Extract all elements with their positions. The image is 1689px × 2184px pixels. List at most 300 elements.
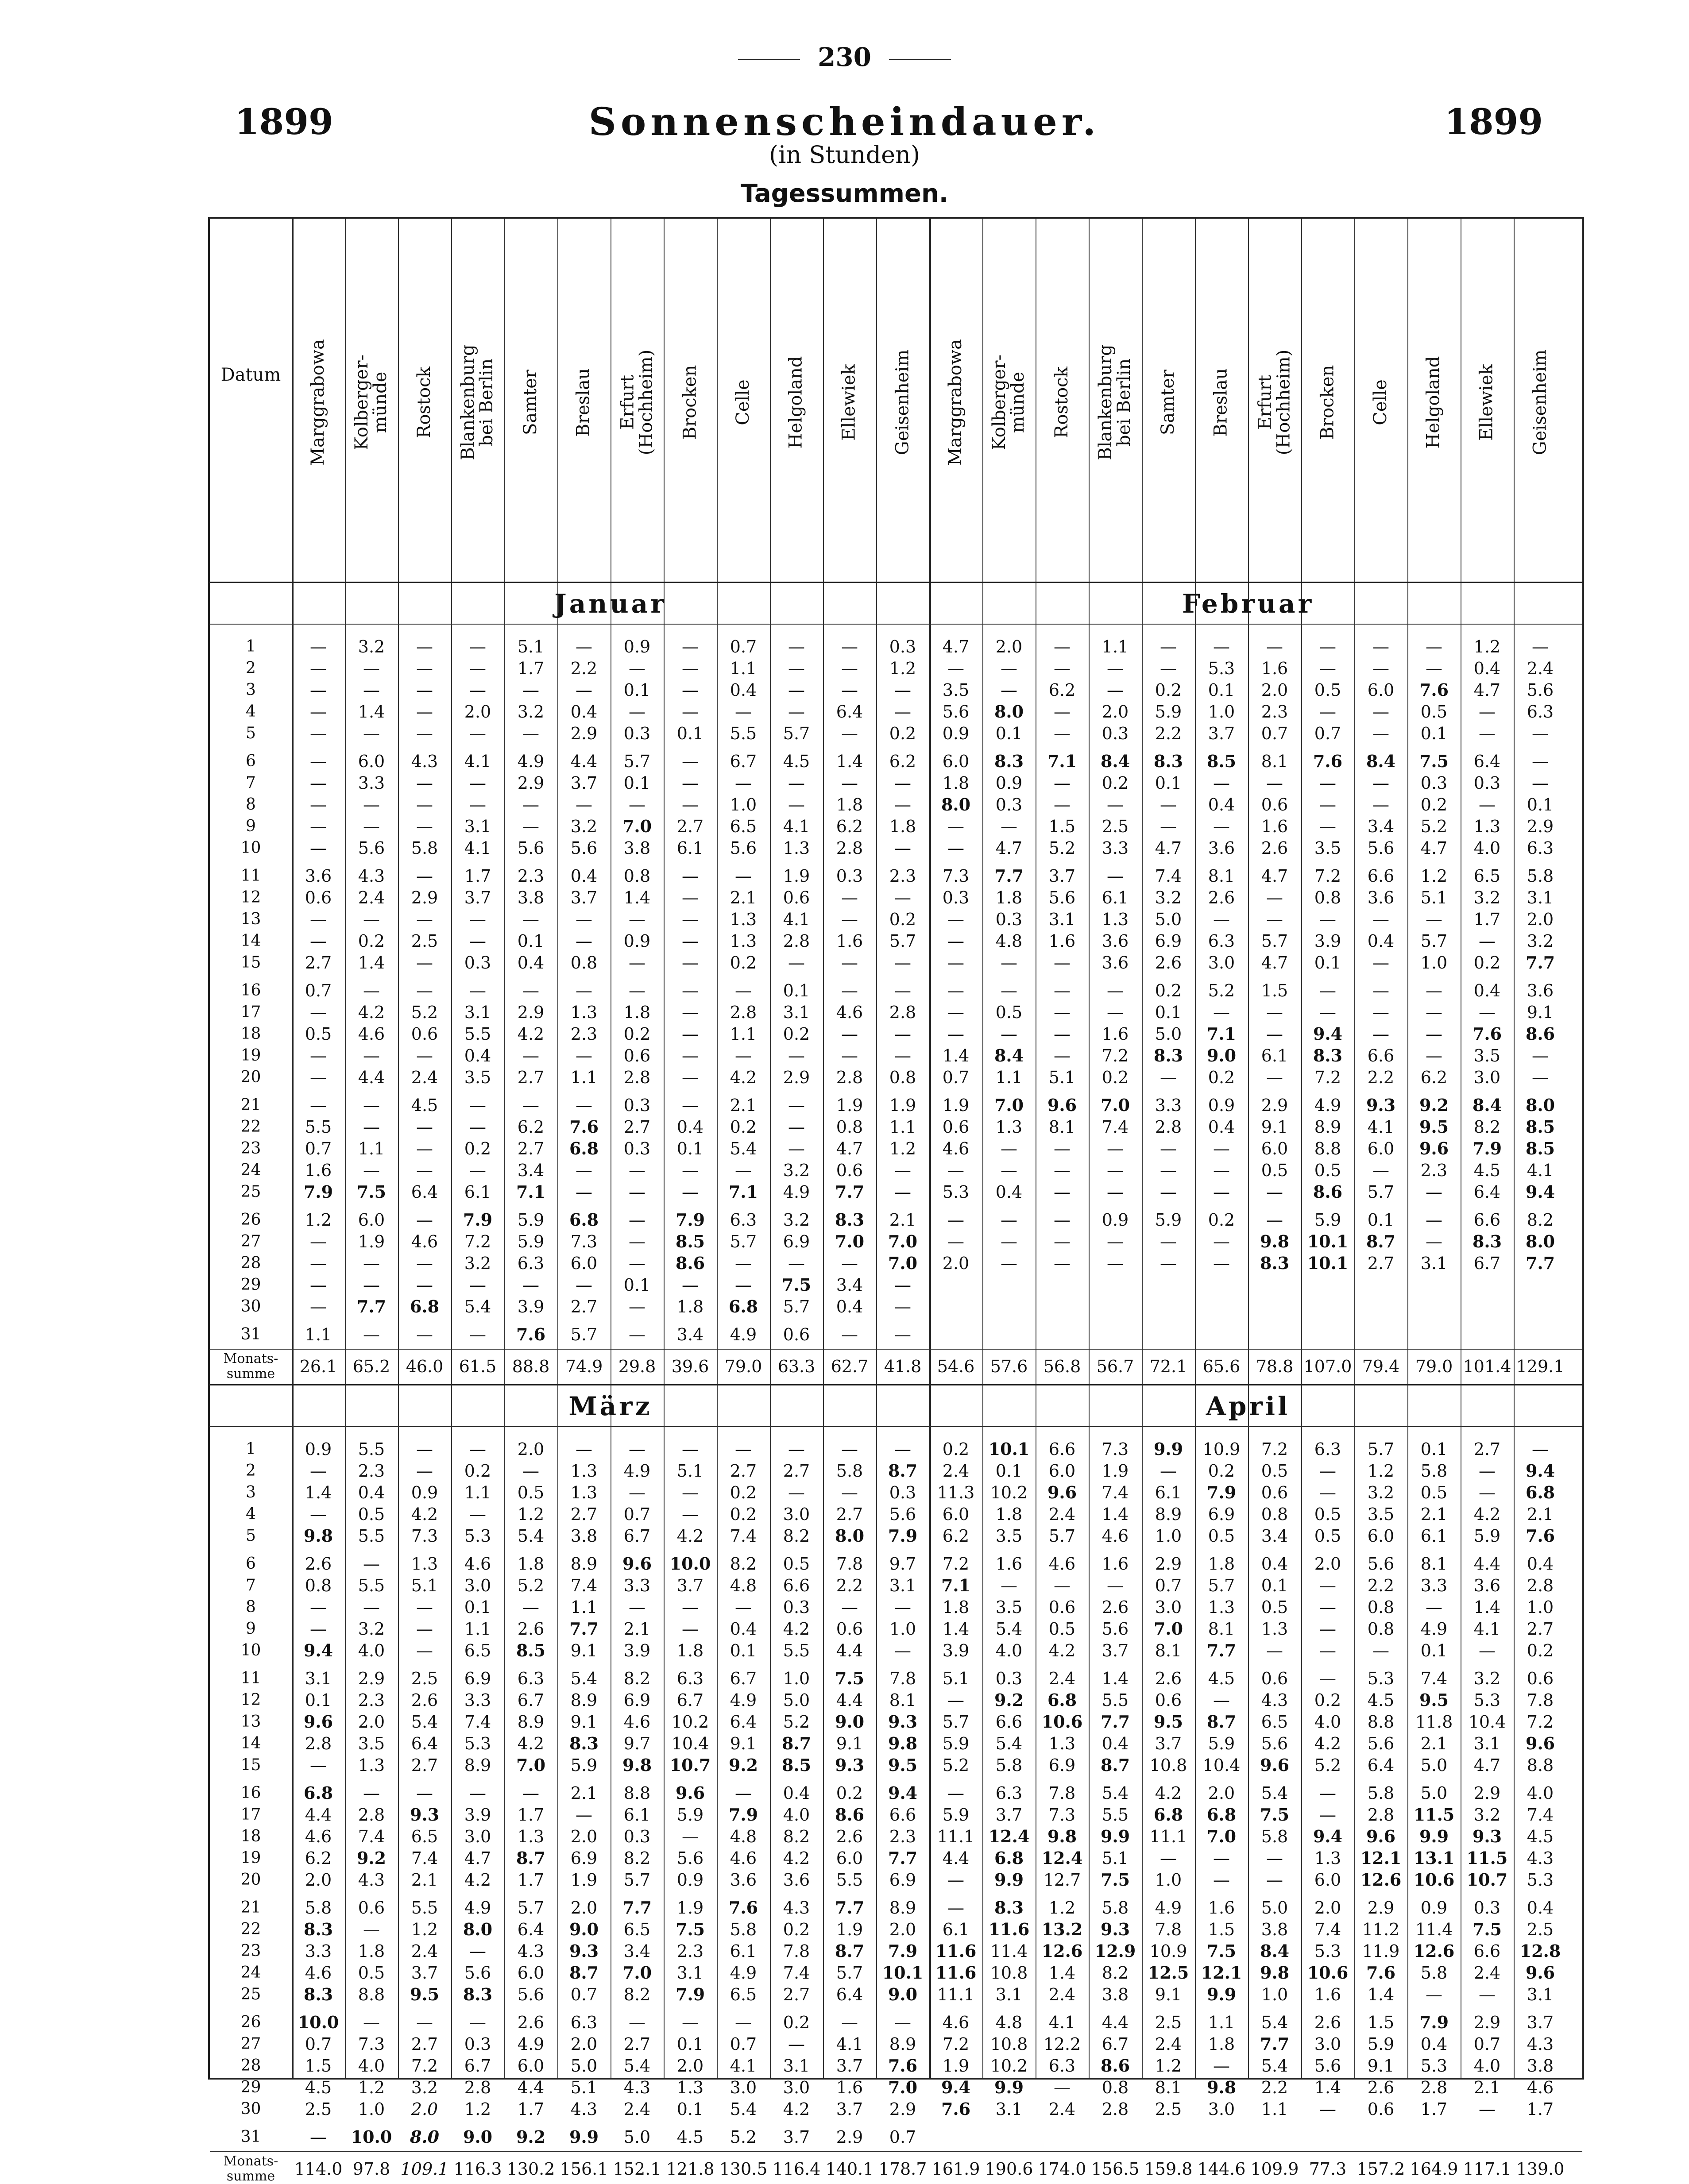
- value-cell: —: [841, 1254, 858, 1273]
- value-cell: 1.1: [1102, 637, 1129, 656]
- value-cell: 2.9: [358, 1669, 385, 1688]
- value-cell: 2.1: [730, 888, 757, 907]
- value-cell: —: [1479, 1985, 1496, 2004]
- value-cell: 8.1: [1420, 1554, 1448, 1574]
- value-cell: 7.7: [994, 866, 1024, 886]
- value-cell: 6.7: [1102, 2034, 1129, 2054]
- value-cell: —: [576, 637, 592, 656]
- value-cell: 4.7: [1473, 680, 1501, 700]
- value-cell: 1.7: [517, 2099, 545, 2119]
- value-cell: —: [1319, 1783, 1336, 1803]
- value-cell: 3.3: [1102, 838, 1129, 858]
- value-cell: 1.6: [836, 2078, 863, 2097]
- station-name: Kolberger- münde: [989, 355, 1028, 450]
- value-cell: 3.6: [305, 866, 332, 886]
- value-cell: —: [841, 1483, 858, 1502]
- monthly-sum-cell: 130.5: [719, 2159, 768, 2179]
- value-cell: 11.9: [1362, 1941, 1400, 1961]
- value-cell: 6.0: [942, 1505, 970, 1524]
- value-cell: —: [894, 2013, 911, 2032]
- value-cell: 8.7: [1206, 1712, 1237, 1732]
- value-cell: —: [1160, 817, 1177, 836]
- station-header: [1461, 228, 1513, 577]
- value-cell: 7.0: [1206, 1826, 1237, 1846]
- value-cell: —: [629, 981, 645, 1000]
- monthly-sum-cell: 65.6: [1202, 1357, 1241, 1376]
- value-cell: 3.5: [995, 1526, 1023, 1546]
- value-cell: 6.1: [464, 1182, 491, 1202]
- value-cell: 7.4: [1527, 1805, 1554, 1825]
- value-cell: 0.5: [1314, 1161, 1341, 1180]
- value-cell: 7.6: [728, 1898, 758, 1918]
- value-cell: 0.7: [1155, 1576, 1182, 1595]
- value-cell: —: [1532, 1439, 1549, 1459]
- value-cell: —: [522, 724, 539, 743]
- value-cell: 6.7: [730, 1669, 757, 1688]
- value-cell: —: [1266, 888, 1283, 907]
- value-cell: 2.2: [1155, 724, 1182, 743]
- value-cell: 9.9: [1153, 1439, 1183, 1459]
- value-cell: 7.0: [888, 1231, 918, 1251]
- value-cell: 5.6: [464, 1963, 491, 1983]
- value-cell: 0.5: [1420, 1483, 1448, 1502]
- value-cell: 1.2: [517, 1505, 545, 1524]
- value-cell: 4.6: [305, 1963, 332, 1983]
- monthly-sum-cell: 79.4: [1362, 1357, 1400, 1376]
- value-cell: 5.7: [1208, 1576, 1235, 1595]
- value-cell: 9.6: [1047, 1482, 1077, 1502]
- value-cell: 4.6: [942, 2013, 970, 2032]
- value-cell: 4.4: [836, 1641, 863, 1660]
- value-cell: —: [735, 1161, 752, 1180]
- value-cell: 7.7: [1260, 2034, 1290, 2054]
- value-cell: —: [1479, 702, 1496, 722]
- value-cell: 7.6: [1419, 680, 1449, 700]
- value-cell: —: [1054, 1003, 1071, 1022]
- value-cell: —: [894, 795, 911, 814]
- station-header: [1142, 228, 1194, 577]
- value-cell: 8.4: [994, 1046, 1024, 1065]
- value-cell: 5.5: [411, 1898, 438, 1918]
- value-cell: 1.6: [305, 1161, 332, 1180]
- value-cell: 6.6: [1367, 1046, 1395, 1065]
- value-cell: 8.8: [1314, 1139, 1341, 1158]
- value-cell: 5.1: [570, 2078, 598, 2097]
- value-cell: 7.4: [358, 1827, 385, 1846]
- value-cell: 4.1: [464, 752, 491, 771]
- value-cell: —: [522, 1096, 539, 1115]
- value-cell: —: [947, 953, 964, 972]
- value-cell: 2.1: [1527, 1505, 1554, 1524]
- value-cell: 1.1: [730, 659, 757, 678]
- value-cell: —: [682, 795, 699, 814]
- value-cell: 4.8: [730, 1576, 757, 1595]
- value-cell: —: [1160, 637, 1177, 656]
- value-cell: 2.8: [836, 1068, 863, 1087]
- value-cell: 11.5: [1413, 1805, 1455, 1825]
- monthly-sum-cell: 39.6: [671, 1357, 709, 1376]
- value-cell: —: [310, 1597, 327, 1617]
- value-cell: —: [416, 702, 433, 722]
- value-cell: 2.7: [1367, 1254, 1395, 1273]
- value-cell: 5.2: [1314, 1756, 1341, 1775]
- value-cell: 3.2: [517, 702, 545, 722]
- value-cell: 4.2: [676, 1526, 704, 1546]
- value-cell: —: [416, 1641, 433, 1660]
- value-cell: 1.4: [1102, 1505, 1129, 1524]
- value-cell: 7.0: [622, 816, 652, 836]
- station-header: [345, 228, 397, 577]
- value-cell: 9.9: [1100, 1826, 1130, 1846]
- value-cell: 5.6: [1102, 1619, 1129, 1639]
- value-cell: —: [363, 1117, 380, 1137]
- value-cell: 3.5: [1367, 1505, 1395, 1524]
- value-cell: 6.0: [517, 1963, 545, 1983]
- value-cell: 8.0: [463, 1919, 493, 1939]
- value-cell: —: [682, 659, 699, 678]
- row-date: 31: [240, 2128, 261, 2146]
- value-cell: 5.9: [517, 1210, 545, 1230]
- value-cell: 0.1: [1420, 1641, 1448, 1660]
- row-date: 15: [240, 1756, 261, 1774]
- value-cell: 1.1: [358, 1139, 385, 1158]
- value-cell: —: [841, 1597, 858, 1617]
- value-cell: 0.4: [1420, 2034, 1448, 2054]
- monthly-sum-cell: 56.8: [1043, 1357, 1081, 1376]
- value-cell: 10.0: [669, 1554, 711, 1574]
- value-cell: 0.5: [1208, 1526, 1235, 1546]
- row-date: 9: [246, 1620, 256, 1638]
- value-cell: 2.9: [1473, 1783, 1501, 1803]
- value-cell: 6.1: [676, 838, 704, 858]
- value-cell: —: [841, 659, 858, 678]
- value-cell: 2.6: [517, 1619, 545, 1639]
- value-cell: 2.2: [1261, 2078, 1288, 2097]
- value-cell: 0.3: [1102, 724, 1129, 743]
- value-cell: 7.7: [356, 1297, 386, 1316]
- value-cell: —: [1426, 1985, 1442, 2004]
- value-cell: —: [522, 680, 539, 700]
- station-name: Blankenburg bei Berlin: [458, 344, 497, 460]
- value-cell: —: [1426, 1046, 1442, 1065]
- value-cell: 5.3: [1367, 1669, 1395, 1688]
- value-cell: 1.6: [1314, 1985, 1341, 2004]
- station-name: Helgoland: [1423, 356, 1444, 449]
- value-cell: 4.0: [358, 1641, 385, 1660]
- value-cell: 3.2: [411, 2078, 438, 2097]
- value-cell: —: [310, 1619, 327, 1639]
- value-cell: 6.6: [783, 1576, 810, 1595]
- value-cell: 3.1: [783, 1003, 810, 1022]
- value-cell: —: [1107, 1254, 1124, 1273]
- row-date: 29: [240, 1276, 261, 1294]
- value-cell: 6.9: [1155, 931, 1182, 951]
- value-cell: —: [1001, 1161, 1017, 1180]
- value-cell: —: [735, 1439, 752, 1459]
- value-cell: —: [1001, 1139, 1017, 1158]
- value-cell: 6.7: [730, 752, 757, 771]
- value-cell: 7.7: [888, 1848, 918, 1868]
- value-cell: —: [1213, 1848, 1230, 1868]
- station-header: [823, 228, 875, 577]
- value-cell: —: [363, 1920, 380, 1939]
- value-cell: 3.1: [995, 2099, 1023, 2119]
- value-cell: 2.2: [1367, 1576, 1395, 1595]
- value-cell: —: [735, 1597, 752, 1617]
- value-cell: 6.9: [1048, 1756, 1076, 1775]
- value-cell: 2.0: [464, 702, 491, 722]
- value-cell: —: [735, 2013, 752, 2032]
- value-cell: —: [416, 773, 433, 793]
- value-cell: 5.7: [783, 1297, 810, 1316]
- value-cell: —: [1266, 1848, 1283, 1868]
- value-cell: 0.6: [1261, 1483, 1288, 1502]
- value-cell: 2.0: [995, 637, 1023, 656]
- value-cell: 5.2: [783, 1712, 810, 1732]
- value-cell: 1.4: [623, 888, 651, 907]
- value-cell: —: [1266, 1024, 1283, 1044]
- value-cell: 2.7: [411, 1756, 438, 1775]
- row-date: 11: [240, 867, 261, 885]
- value-cell: 8.5: [781, 1755, 812, 1775]
- value-cell: —: [416, 1275, 433, 1295]
- value-cell: —: [735, 981, 752, 1000]
- value-cell: 7.4: [411, 1848, 438, 1868]
- row-date: 14: [240, 932, 261, 950]
- value-cell: 5.7: [1367, 1439, 1395, 1459]
- value-cell: 4.5: [676, 2127, 704, 2147]
- value-cell: —: [841, 1325, 858, 1344]
- value-cell: —: [947, 1898, 964, 1918]
- value-cell: 10.4: [671, 1734, 709, 1753]
- value-cell: 5.7: [836, 1963, 863, 1983]
- value-cell: 4.1: [730, 2056, 757, 2076]
- value-cell: —: [1319, 702, 1336, 722]
- value-cell: 1.9: [1102, 1461, 1129, 1481]
- value-cell: 8.2: [623, 1848, 651, 1868]
- value-cell: 6.3: [1527, 838, 1554, 858]
- value-cell: 6.8: [569, 1138, 599, 1158]
- value-cell: 6.7: [517, 1690, 545, 1710]
- value-cell: —: [841, 981, 858, 1000]
- value-cell: —: [735, 1275, 752, 1295]
- monthly-sum-cell: 26.1: [299, 1357, 337, 1376]
- value-cell: 5.5: [464, 1024, 491, 1044]
- value-cell: 4.3: [783, 1898, 810, 1918]
- value-cell: —: [1532, 724, 1549, 743]
- value-cell: 3.7: [836, 2099, 863, 2119]
- value-cell: 5.7: [730, 1232, 757, 1251]
- value-cell: 4.3: [411, 752, 438, 771]
- value-cell: 2.4: [1048, 1505, 1076, 1524]
- value-cell: 4.2: [517, 1024, 545, 1044]
- value-cell: —: [469, 1117, 486, 1137]
- value-cell: —: [1372, 1161, 1389, 1180]
- value-cell: 8.2: [623, 1669, 651, 1688]
- value-cell: 1.1: [570, 1068, 598, 1087]
- value-cell: —: [682, 1182, 699, 1202]
- value-cell: —: [1107, 866, 1124, 886]
- value-cell: 6.0: [836, 1848, 863, 1868]
- value-cell: 4.2: [1473, 1505, 1501, 1524]
- value-cell: 7.4: [1102, 1483, 1129, 1502]
- year-right: 1899: [1444, 101, 1543, 143]
- value-cell: 5.3: [1420, 2056, 1448, 2076]
- row-date: 6: [246, 752, 256, 770]
- value-cell: —: [310, 1756, 327, 1775]
- row-date: 18: [240, 1827, 261, 1845]
- value-cell: —: [469, 1325, 486, 1344]
- value-cell: 9.4: [1525, 1461, 1555, 1481]
- value-cell: 0.1: [676, 2034, 704, 2054]
- value-cell: 0.6: [1155, 1690, 1182, 1710]
- value-cell: —: [1372, 702, 1389, 722]
- value-cell: 7.2: [1261, 1439, 1288, 1459]
- value-cell: 5.4: [730, 2099, 757, 2119]
- value-cell: —: [1479, 1641, 1496, 1660]
- value-cell: 2.9: [1367, 1898, 1395, 1918]
- value-cell: —: [788, 953, 805, 972]
- value-cell: 7.6: [1472, 1024, 1502, 1044]
- page-number-text: 230: [817, 42, 872, 72]
- value-cell: 1.8: [676, 1297, 704, 1316]
- value-cell: 4.2: [783, 2099, 810, 2119]
- value-cell: 2.0: [1261, 680, 1288, 700]
- value-cell: 7.2: [1314, 1068, 1341, 1087]
- value-cell: —: [363, 680, 380, 700]
- value-cell: 0.7: [1314, 724, 1341, 743]
- value-cell: 0.1: [1261, 1576, 1288, 1595]
- value-cell: 6.2: [836, 817, 863, 836]
- value-cell: —: [682, 1483, 699, 1502]
- value-cell: 1.8: [942, 1597, 970, 1617]
- value-cell: 13.2: [1041, 1919, 1083, 1939]
- value-cell: —: [947, 1024, 964, 1044]
- value-cell: 0.4: [1367, 931, 1395, 951]
- value-cell: 1.4: [942, 1619, 970, 1639]
- value-cell: 5.5: [358, 1576, 385, 1595]
- value-cell: 12.8: [1519, 1941, 1561, 1961]
- value-cell: 0.2: [730, 1505, 757, 1524]
- value-cell: 6.0: [517, 2056, 545, 2076]
- value-cell: 5.9: [1473, 1526, 1501, 1546]
- value-cell: —: [1054, 1254, 1071, 1273]
- value-cell: 0.6: [836, 1619, 863, 1639]
- value-cell: 8.7: [569, 1963, 599, 1983]
- value-cell: 7.2: [1314, 866, 1341, 886]
- value-cell: 2.4: [411, 1068, 438, 1087]
- value-cell: —: [629, 1439, 645, 1459]
- value-cell: 5.1: [1048, 1068, 1076, 1087]
- value-cell: —: [363, 910, 380, 929]
- value-cell: 1.2: [889, 1139, 916, 1158]
- month-title: März: [568, 1391, 653, 1421]
- value-cell: 3.3: [623, 1576, 651, 1595]
- value-cell: —: [363, 1275, 380, 1295]
- value-cell: 0.6: [411, 1024, 438, 1044]
- value-cell: 4.9: [1155, 1898, 1182, 1918]
- value-cell: —: [1319, 1576, 1336, 1595]
- value-cell: —: [1372, 1024, 1389, 1044]
- value-cell: —: [1532, 1046, 1549, 1065]
- value-cell: 9.6: [1525, 1963, 1555, 1983]
- value-cell: 5.9: [1314, 1210, 1341, 1230]
- value-cell: 7.4: [1420, 1669, 1448, 1688]
- value-cell: —: [629, 659, 645, 678]
- value-cell: 0.4: [1473, 981, 1501, 1000]
- value-cell: 8.4: [1472, 1095, 1502, 1115]
- value-cell: 0.8: [1367, 1597, 1395, 1617]
- station-header: [876, 228, 928, 577]
- value-cell: —: [416, 1597, 433, 1617]
- value-cell: —: [416, 1619, 433, 1639]
- value-cell: —: [1319, 1805, 1336, 1825]
- value-cell: 3.6: [730, 1870, 757, 1890]
- value-cell: 1.9: [570, 1870, 598, 1890]
- value-cell: 6.5: [730, 817, 757, 836]
- row-date: 12: [240, 1691, 261, 1709]
- value-cell: 8.3: [569, 1733, 599, 1753]
- value-cell: 4.5: [1367, 1690, 1395, 1710]
- value-cell: 7.5: [1206, 1941, 1237, 1961]
- data-table: [208, 217, 1584, 2184]
- row-date: 17: [240, 1003, 261, 1021]
- value-cell: 9.4: [303, 1640, 333, 1660]
- value-cell: —: [310, 1046, 327, 1065]
- value-cell: 2.0: [570, 1827, 598, 1846]
- row-date: 8: [246, 1598, 256, 1616]
- value-cell: 0.2: [730, 1483, 757, 1502]
- value-cell: 7.1: [728, 1182, 758, 1202]
- row-date: 2: [246, 1462, 256, 1480]
- value-cell: —: [1426, 1232, 1442, 1251]
- value-cell: —: [469, 981, 486, 1000]
- value-cell: 5.4: [411, 1712, 438, 1732]
- value-cell: —: [1107, 659, 1124, 678]
- row-date: 1: [246, 637, 256, 656]
- value-cell: 4.4: [570, 752, 598, 771]
- value-cell: 3.7: [1208, 724, 1235, 743]
- value-cell: 0.1: [1314, 953, 1341, 972]
- year-left: 1899: [235, 101, 333, 143]
- value-cell: 1.8: [995, 1505, 1023, 1524]
- value-cell: 9.1: [1527, 1003, 1554, 1022]
- value-cell: —: [841, 1439, 858, 1459]
- value-cell: 2.3: [517, 866, 545, 886]
- value-cell: 6.5: [623, 1920, 651, 1939]
- value-cell: 8.9: [517, 1712, 545, 1732]
- value-cell: 1.6: [1102, 1024, 1129, 1044]
- value-cell: —: [310, 910, 327, 929]
- value-cell: —: [1107, 1576, 1124, 1595]
- month-title: April: [1206, 1391, 1291, 1421]
- row-date: 28: [240, 2057, 261, 2075]
- value-cell: 0.1: [1420, 1439, 1448, 1459]
- value-cell: —: [629, 1483, 645, 1502]
- value-cell: 1.4: [1473, 1597, 1501, 1617]
- value-cell: 8.3: [1472, 1231, 1502, 1251]
- station-header: [770, 228, 822, 577]
- value-cell: 4.3: [1261, 1690, 1288, 1710]
- value-cell: 7.3: [1102, 1439, 1129, 1459]
- value-cell: 4.6: [305, 1827, 332, 1846]
- value-cell: —: [416, 817, 433, 836]
- value-cell: 5.2: [730, 2127, 757, 2147]
- value-cell: 9.0: [569, 1919, 599, 1939]
- value-cell: 9.0: [888, 1984, 918, 2004]
- row-date: 20: [240, 1871, 261, 1889]
- value-cell: 6.3: [1527, 702, 1554, 722]
